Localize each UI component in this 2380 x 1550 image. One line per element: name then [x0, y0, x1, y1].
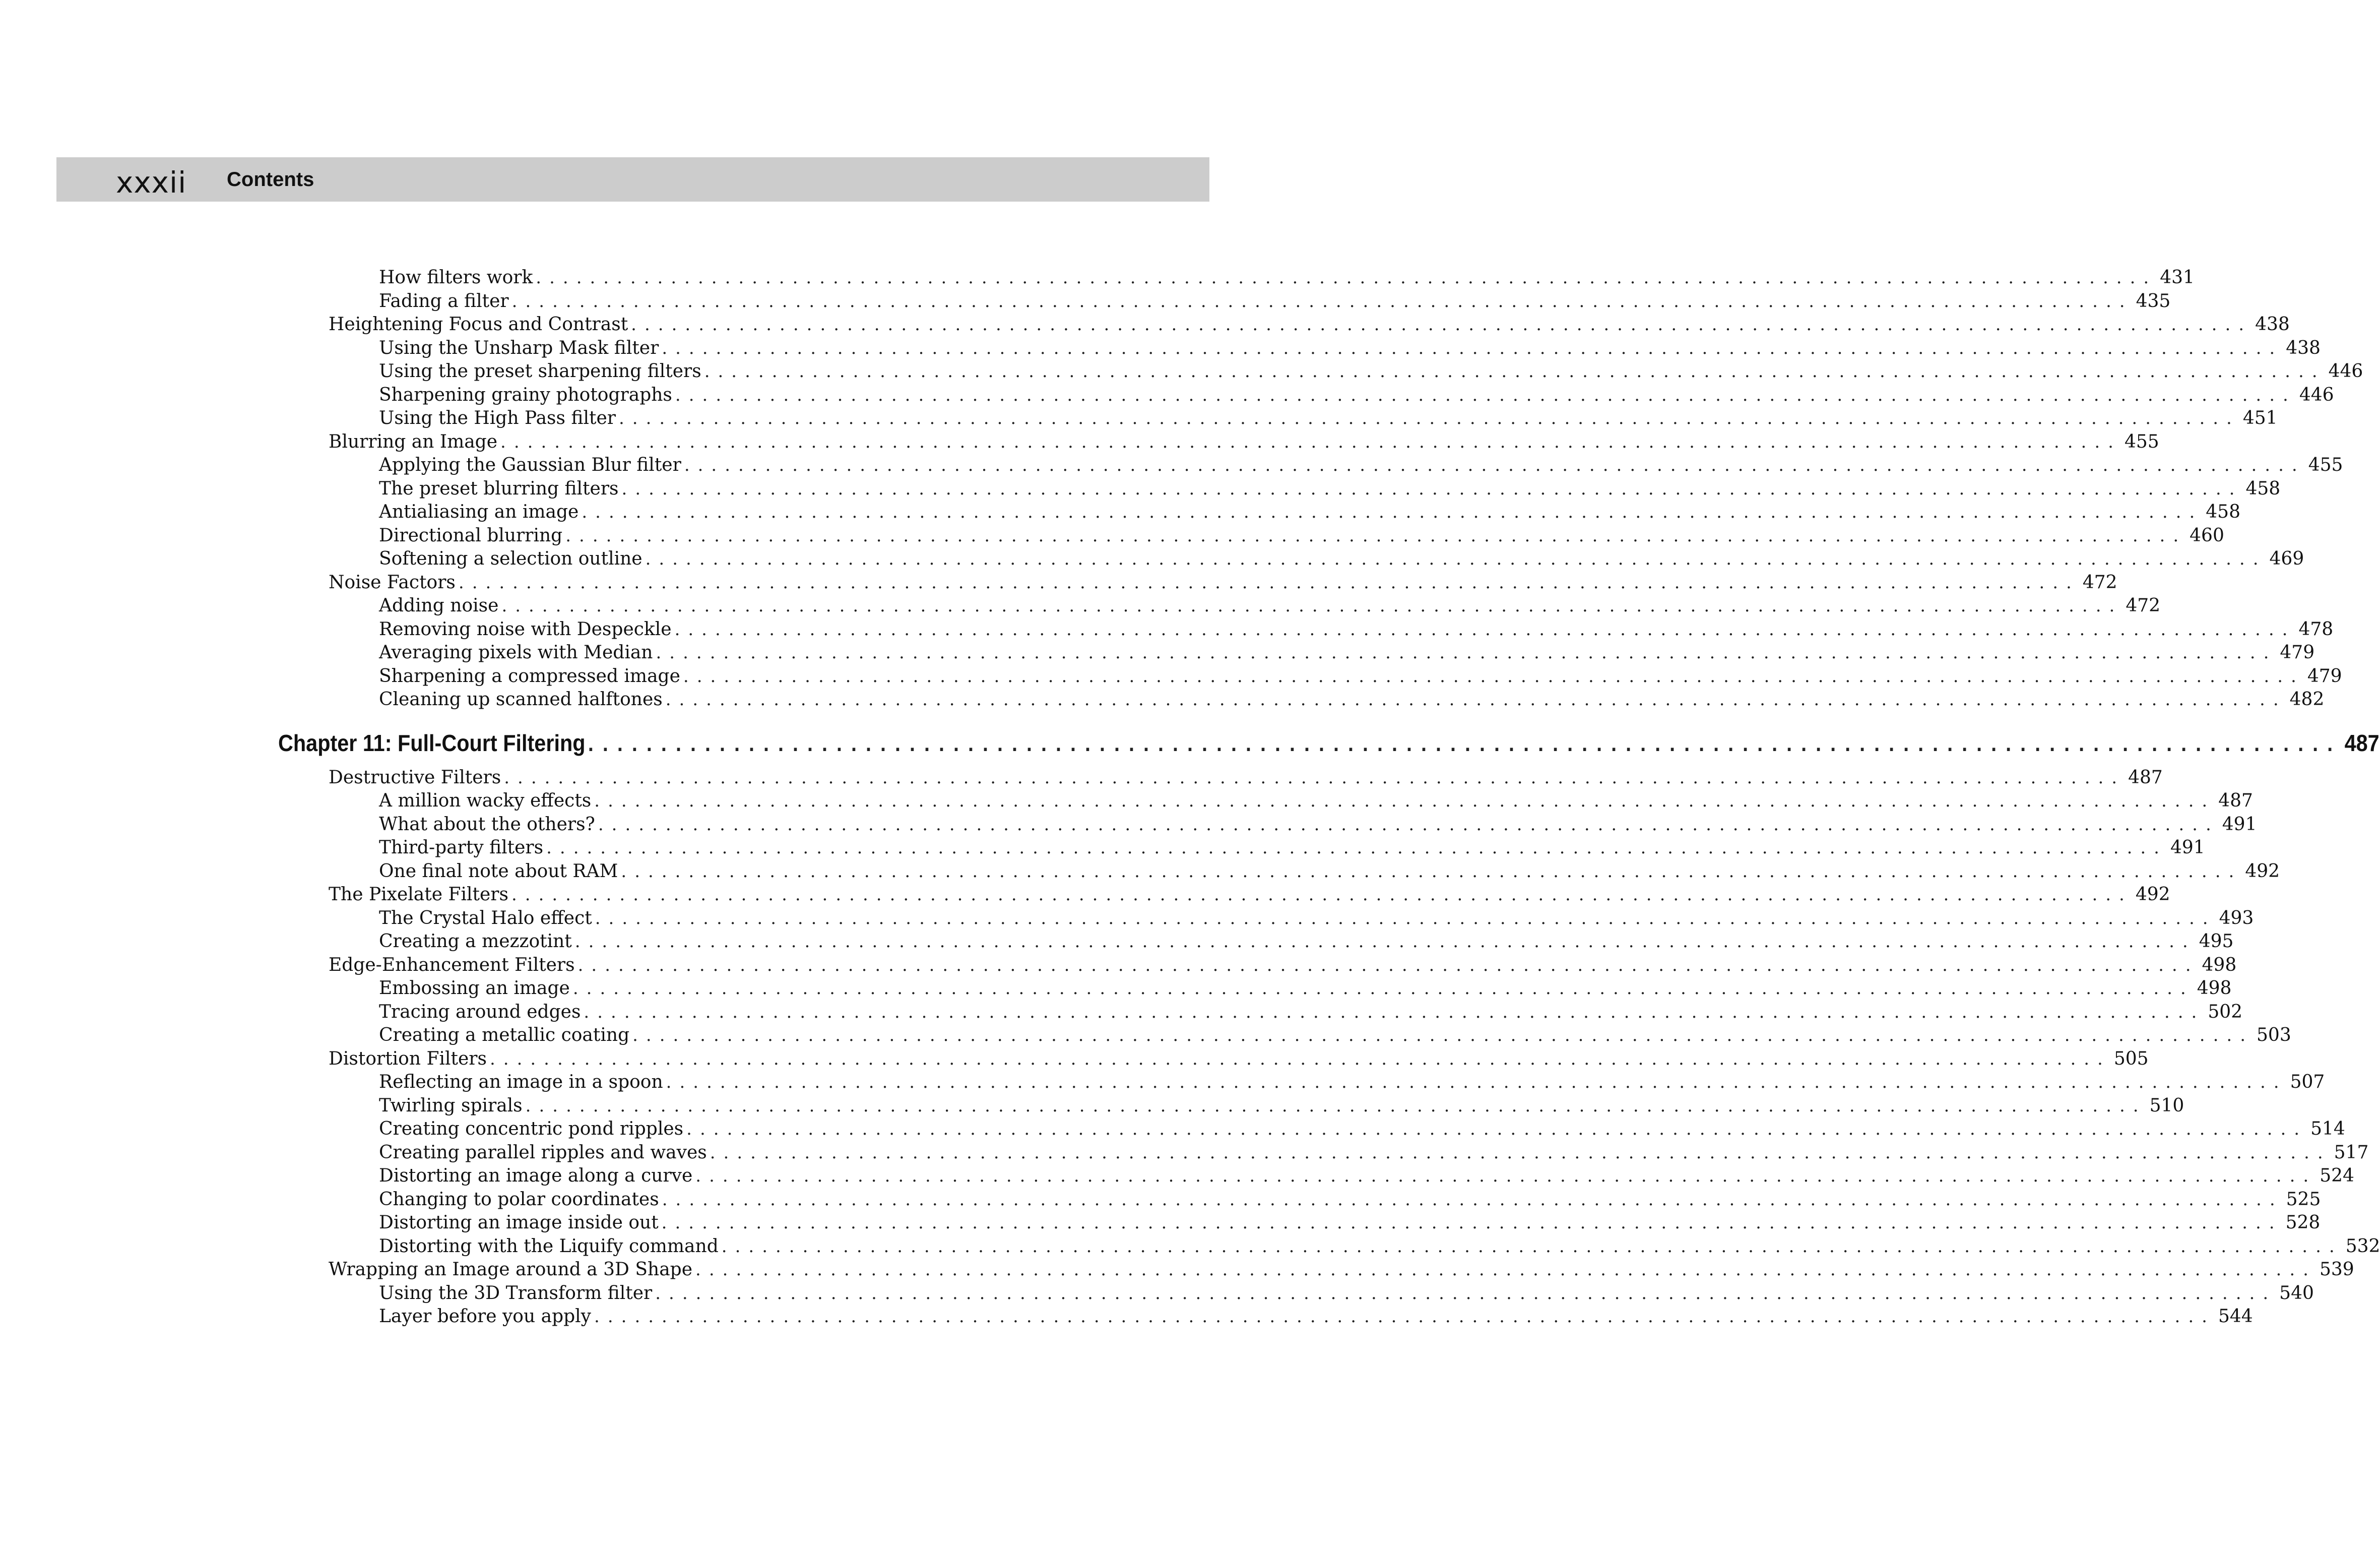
toc-entry	[329, 430, 2159, 454]
toc-entry-page: 438	[2286, 337, 2321, 358]
toc-entry	[329, 766, 2163, 789]
toc-entry-page: 472	[2126, 595, 2161, 616]
chapter-entry	[278, 728, 2379, 758]
toc-entry-title: Using the 3D Transform filter	[379, 1282, 653, 1304]
toc-entry-title: Sharpening a compressed image	[379, 665, 680, 687]
dot-leader: ........................................................................................................................	[645, 549, 2267, 569]
toc-entry	[379, 384, 2334, 407]
toc-entry-title: Creating parallel ripples and waves	[379, 1142, 707, 1163]
toc-entry-page: 487	[2128, 767, 2163, 788]
toc-entry-title: Applying the Gaussian Blur filter	[379, 455, 681, 475]
dot-leader: ........................................................................................................................	[721, 1236, 2343, 1257]
dot-leader: ........................................................................................................................	[686, 1119, 2308, 1139]
toc-entry-page: 487	[2344, 729, 2379, 756]
toc-entry-title: Averaging pixels with Median	[379, 642, 653, 663]
toc-entry	[329, 313, 2290, 336]
toc-entry-title: Distortion Filters	[329, 1048, 487, 1069]
toc-entry-title: Creating concentric pond ripples	[379, 1119, 684, 1139]
dot-leader: ........................................................................................................................	[458, 572, 2080, 593]
dot-leader: ........................................................................................................................	[594, 1307, 2215, 1327]
toc-entry-page: 482	[2289, 689, 2325, 710]
toc-entry-page: 493	[2219, 907, 2254, 928]
toc-entry-page: 495	[2199, 931, 2234, 952]
dot-leader: ........................................................................................................................	[662, 338, 2283, 358]
dot-leader: ........................................................................................................................	[511, 885, 2133, 905]
toc-entry-page: 479	[2280, 642, 2315, 663]
toc-entry	[379, 1001, 2243, 1024]
toc-entry	[379, 1071, 2325, 1094]
toc-entry-title: Using the Unsharp Mask filter	[379, 337, 659, 358]
dot-leader: ........................................................................................................................	[546, 838, 2167, 858]
toc-entry	[379, 407, 2278, 430]
toc-entry-page: 446	[2299, 384, 2334, 405]
dot-leader: ........................................................................................................................	[621, 478, 2243, 499]
dot-leader: ........................................................................................................................	[511, 291, 2133, 312]
toc-entry	[379, 688, 2325, 711]
toc-entry-title: Twirling spirals	[379, 1095, 523, 1116]
toc-entry	[379, 665, 2342, 688]
toc-entry	[379, 641, 2315, 664]
toc-entry-title: How filters work	[379, 267, 533, 288]
toc-entry-title: Reflecting an image in a spoon	[379, 1072, 663, 1092]
toc-entry	[329, 1258, 2354, 1281]
dot-leader: ........................................................................................................................	[661, 1213, 2283, 1233]
dot-leader: ........................................................................................................................	[710, 1142, 2331, 1163]
toc-entry-title: The preset blurring filters	[379, 478, 619, 499]
toc-entry	[379, 836, 2205, 859]
dot-leader: ........................................................................................................................	[683, 666, 2304, 687]
toc-entry	[379, 1282, 2314, 1305]
dot-leader: ........................................................................................................................	[695, 1166, 2317, 1186]
toc-entry-title: Blurring an Image	[329, 431, 498, 452]
toc-entry	[379, 1141, 2369, 1164]
toc-entry	[379, 501, 2240, 524]
toc-entry-page: 525	[2286, 1189, 2321, 1210]
toc-entry-title: Destructive Filters	[329, 767, 501, 788]
toc-entry-title: The Pixelate Filters	[329, 884, 508, 905]
toc-entry-title: Chapter 11: Full-Court Filtering	[278, 729, 586, 756]
toc-entry-page: 458	[2206, 502, 2240, 522]
toc-entry-page: 460	[2190, 525, 2224, 546]
toc-entry-page: 492	[2135, 884, 2170, 905]
toc-entry-page: 544	[2218, 1306, 2253, 1327]
toc-entry-page: 455	[2124, 431, 2159, 452]
toc-entry-title: Tracing around edges	[379, 1001, 581, 1022]
toc-entry-page: 492	[2245, 860, 2280, 882]
dot-leader: ........................................................................................................................	[704, 361, 2326, 382]
toc-entry-title: Antialiasing an image	[379, 502, 579, 522]
toc-entry	[379, 618, 2334, 641]
dot-leader: ........................................................................................................................	[684, 455, 2305, 475]
toc-entry-title: Noise Factors	[329, 572, 456, 593]
toc-entry	[379, 977, 2232, 1000]
toc-entry-page: 451	[2242, 408, 2278, 428]
toc-entry-title: Cleaning up scanned halftones	[379, 689, 663, 710]
toc-entry-page: 431	[2160, 267, 2195, 288]
toc-entry-title: Using the High Pass filter	[379, 408, 616, 428]
dot-leader: ........................................................................................................................	[572, 978, 2194, 999]
toc-entry-page: 455	[2308, 455, 2343, 475]
toc-entry-title: Adding noise	[379, 595, 499, 616]
dot-leader: ........................................................................................................................	[504, 767, 2126, 788]
toc-entry-title: Embossing an image	[379, 978, 570, 999]
toc-entry	[379, 1305, 2253, 1328]
toc-entry	[379, 454, 2343, 477]
toc-entry	[329, 571, 2117, 594]
toc-entry	[379, 1188, 2321, 1211]
dot-leader: ........................................................................................................................	[489, 1048, 2111, 1069]
toc-entry-title: Using the preset sharpening filters	[379, 361, 701, 382]
toc-entry	[379, 1211, 2321, 1234]
toc-entry-page: 469	[2269, 548, 2304, 569]
toc-entry-page: 502	[2208, 1001, 2243, 1022]
dot-leader: ........................................................................................................................	[674, 619, 2296, 640]
dot-leader: ........................................................................................................................	[655, 1283, 2277, 1304]
toc-entry-page: 517	[2334, 1142, 2369, 1163]
toc-entry	[379, 594, 2161, 617]
toc-entry	[379, 1118, 2345, 1141]
toc-entry-page: 446	[2328, 361, 2363, 382]
toc-entry	[379, 290, 2171, 313]
toc-entry-page: 532	[2345, 1235, 2380, 1257]
page-number: xxxii	[116, 165, 187, 200]
toc-entry-title: Fading a filter	[379, 290, 509, 312]
toc-entry	[379, 813, 2257, 836]
dot-leader: ........................................................................................................................	[582, 502, 2203, 522]
dot-leader: ........................................................................................................................	[595, 908, 2216, 928]
toc-entry	[329, 883, 2170, 906]
toc-entry-page: 479	[2307, 665, 2342, 687]
toc-entry-page: 539	[2319, 1259, 2354, 1280]
toc-entry-title: Creating a metallic coating	[379, 1025, 630, 1045]
toc-entry-page: 491	[2222, 814, 2257, 835]
toc-entry-title: Third-party filters	[379, 837, 544, 858]
dot-leader: ........................................................................................................................	[675, 385, 2296, 405]
dot-leader: ........................................................................................................................	[621, 861, 2242, 882]
dot-leader: ........................................................................................................................	[665, 690, 2287, 710]
dot-leader: ........................................................................................................................	[574, 932, 2196, 952]
dot-leader: ........................................................................................................................	[618, 408, 2240, 428]
toc-entry-title: Edge-Enhancement Filters	[329, 954, 575, 975]
toc-entry-title: Directional blurring	[379, 525, 563, 546]
running-head: Contents	[227, 168, 314, 191]
toc-entry-page: 514	[2310, 1119, 2345, 1139]
toc-entry	[379, 1164, 2354, 1188]
toc-entry-page: 507	[2290, 1072, 2325, 1092]
dot-leader: ........................................................................................................................	[598, 814, 2219, 835]
toc-entry	[379, 337, 2321, 360]
toc-entry-title: Sharpening grainy photographs	[379, 384, 672, 405]
toc-entry-page: 491	[2170, 837, 2205, 858]
toc-entry-page: 505	[2113, 1048, 2149, 1069]
dot-leader: ........................................................................................................................	[500, 431, 2121, 452]
dot-leader: ........................................................................................................................	[565, 525, 2187, 546]
dot-leader: ........................................................................................................................	[588, 731, 2342, 756]
toc-entry	[379, 1094, 2184, 1118]
toc-entry-page: 540	[2279, 1282, 2314, 1304]
toc-entry-page: 503	[2257, 1025, 2291, 1045]
dot-leader: ........................................................................................................................	[577, 955, 2199, 975]
dot-leader: ........................................................................................................................	[632, 1025, 2254, 1045]
toc-entry-title: One final note about RAM	[379, 860, 618, 882]
toc-entry-page: 498	[2197, 978, 2232, 999]
toc-entry	[379, 360, 2363, 383]
toc-entry-page: 498	[2202, 954, 2237, 975]
toc-entry	[329, 954, 2237, 977]
toc-entry-title: Distorting with the Liquify command	[379, 1235, 719, 1257]
toc-entry-title: Softening a selection outline	[379, 548, 642, 569]
toc-entry-title: Removing noise with Despeckle	[379, 618, 672, 640]
toc-entry	[379, 907, 2254, 930]
toc-entry-page: 524	[2320, 1165, 2354, 1186]
toc-entry-title: Wrapping an Image around a 3D Shape	[329, 1259, 693, 1280]
toc-entry-page: 487	[2218, 790, 2253, 811]
dot-leader: ........................................................................................................................	[662, 1189, 2283, 1210]
dot-leader: ........................................................................................................................	[695, 1260, 2317, 1280]
toc-entry-title: Changing to polar coordinates	[379, 1189, 659, 1210]
toc-entry-title: Distorting an image inside out	[379, 1212, 659, 1233]
toc-entry-page: 438	[2255, 314, 2290, 335]
toc-entry	[379, 1024, 2291, 1047]
toc-entry	[379, 930, 2234, 953]
dot-leader: ........................................................................................................................	[501, 596, 2123, 616]
dot-leader: ........................................................................................................................	[536, 268, 2157, 288]
toc-entry-title: A million wacky effects	[379, 790, 592, 811]
toc-entry-page: 478	[2298, 618, 2334, 640]
toc-entry-title: The Crystal Halo effect	[379, 907, 592, 928]
dot-leader: ........................................................................................................................	[594, 791, 2216, 811]
toc-entry	[329, 1047, 2149, 1071]
toc-entry-page: 528	[2285, 1212, 2321, 1233]
toc-entry	[379, 524, 2224, 547]
toc-entry-title: Heightening Focus and Contrast	[329, 314, 628, 335]
toc-entry-page: 510	[2149, 1095, 2184, 1116]
dot-leader: ........................................................................................................................	[631, 315, 2253, 335]
dot-leader: ........................................................................................................................	[584, 1002, 2205, 1022]
toc-entry-page: 458	[2245, 478, 2281, 499]
toc-entry-title: Distorting an image along a curve	[379, 1165, 693, 1186]
toc-entry	[379, 477, 2281, 501]
toc-entry-title: Layer before you apply	[379, 1306, 592, 1327]
toc-entry	[379, 789, 2253, 813]
toc-entry-page: 435	[2136, 290, 2171, 312]
dot-leader: ........................................................................................................................	[656, 643, 2277, 663]
toc-entry	[379, 860, 2280, 883]
dot-leader: ........................................................................................................................	[666, 1072, 2287, 1092]
toc-entry	[379, 266, 2195, 289]
toc-entry-page: 472	[2082, 572, 2117, 593]
toc-entry-title: Creating a mezzotint	[379, 931, 572, 952]
toc-entry	[379, 1235, 2380, 1258]
toc-entry-title: What about the others?	[379, 814, 595, 835]
toc-entry	[379, 547, 2304, 571]
dot-leader: ........................................................................................................................	[525, 1095, 2147, 1116]
